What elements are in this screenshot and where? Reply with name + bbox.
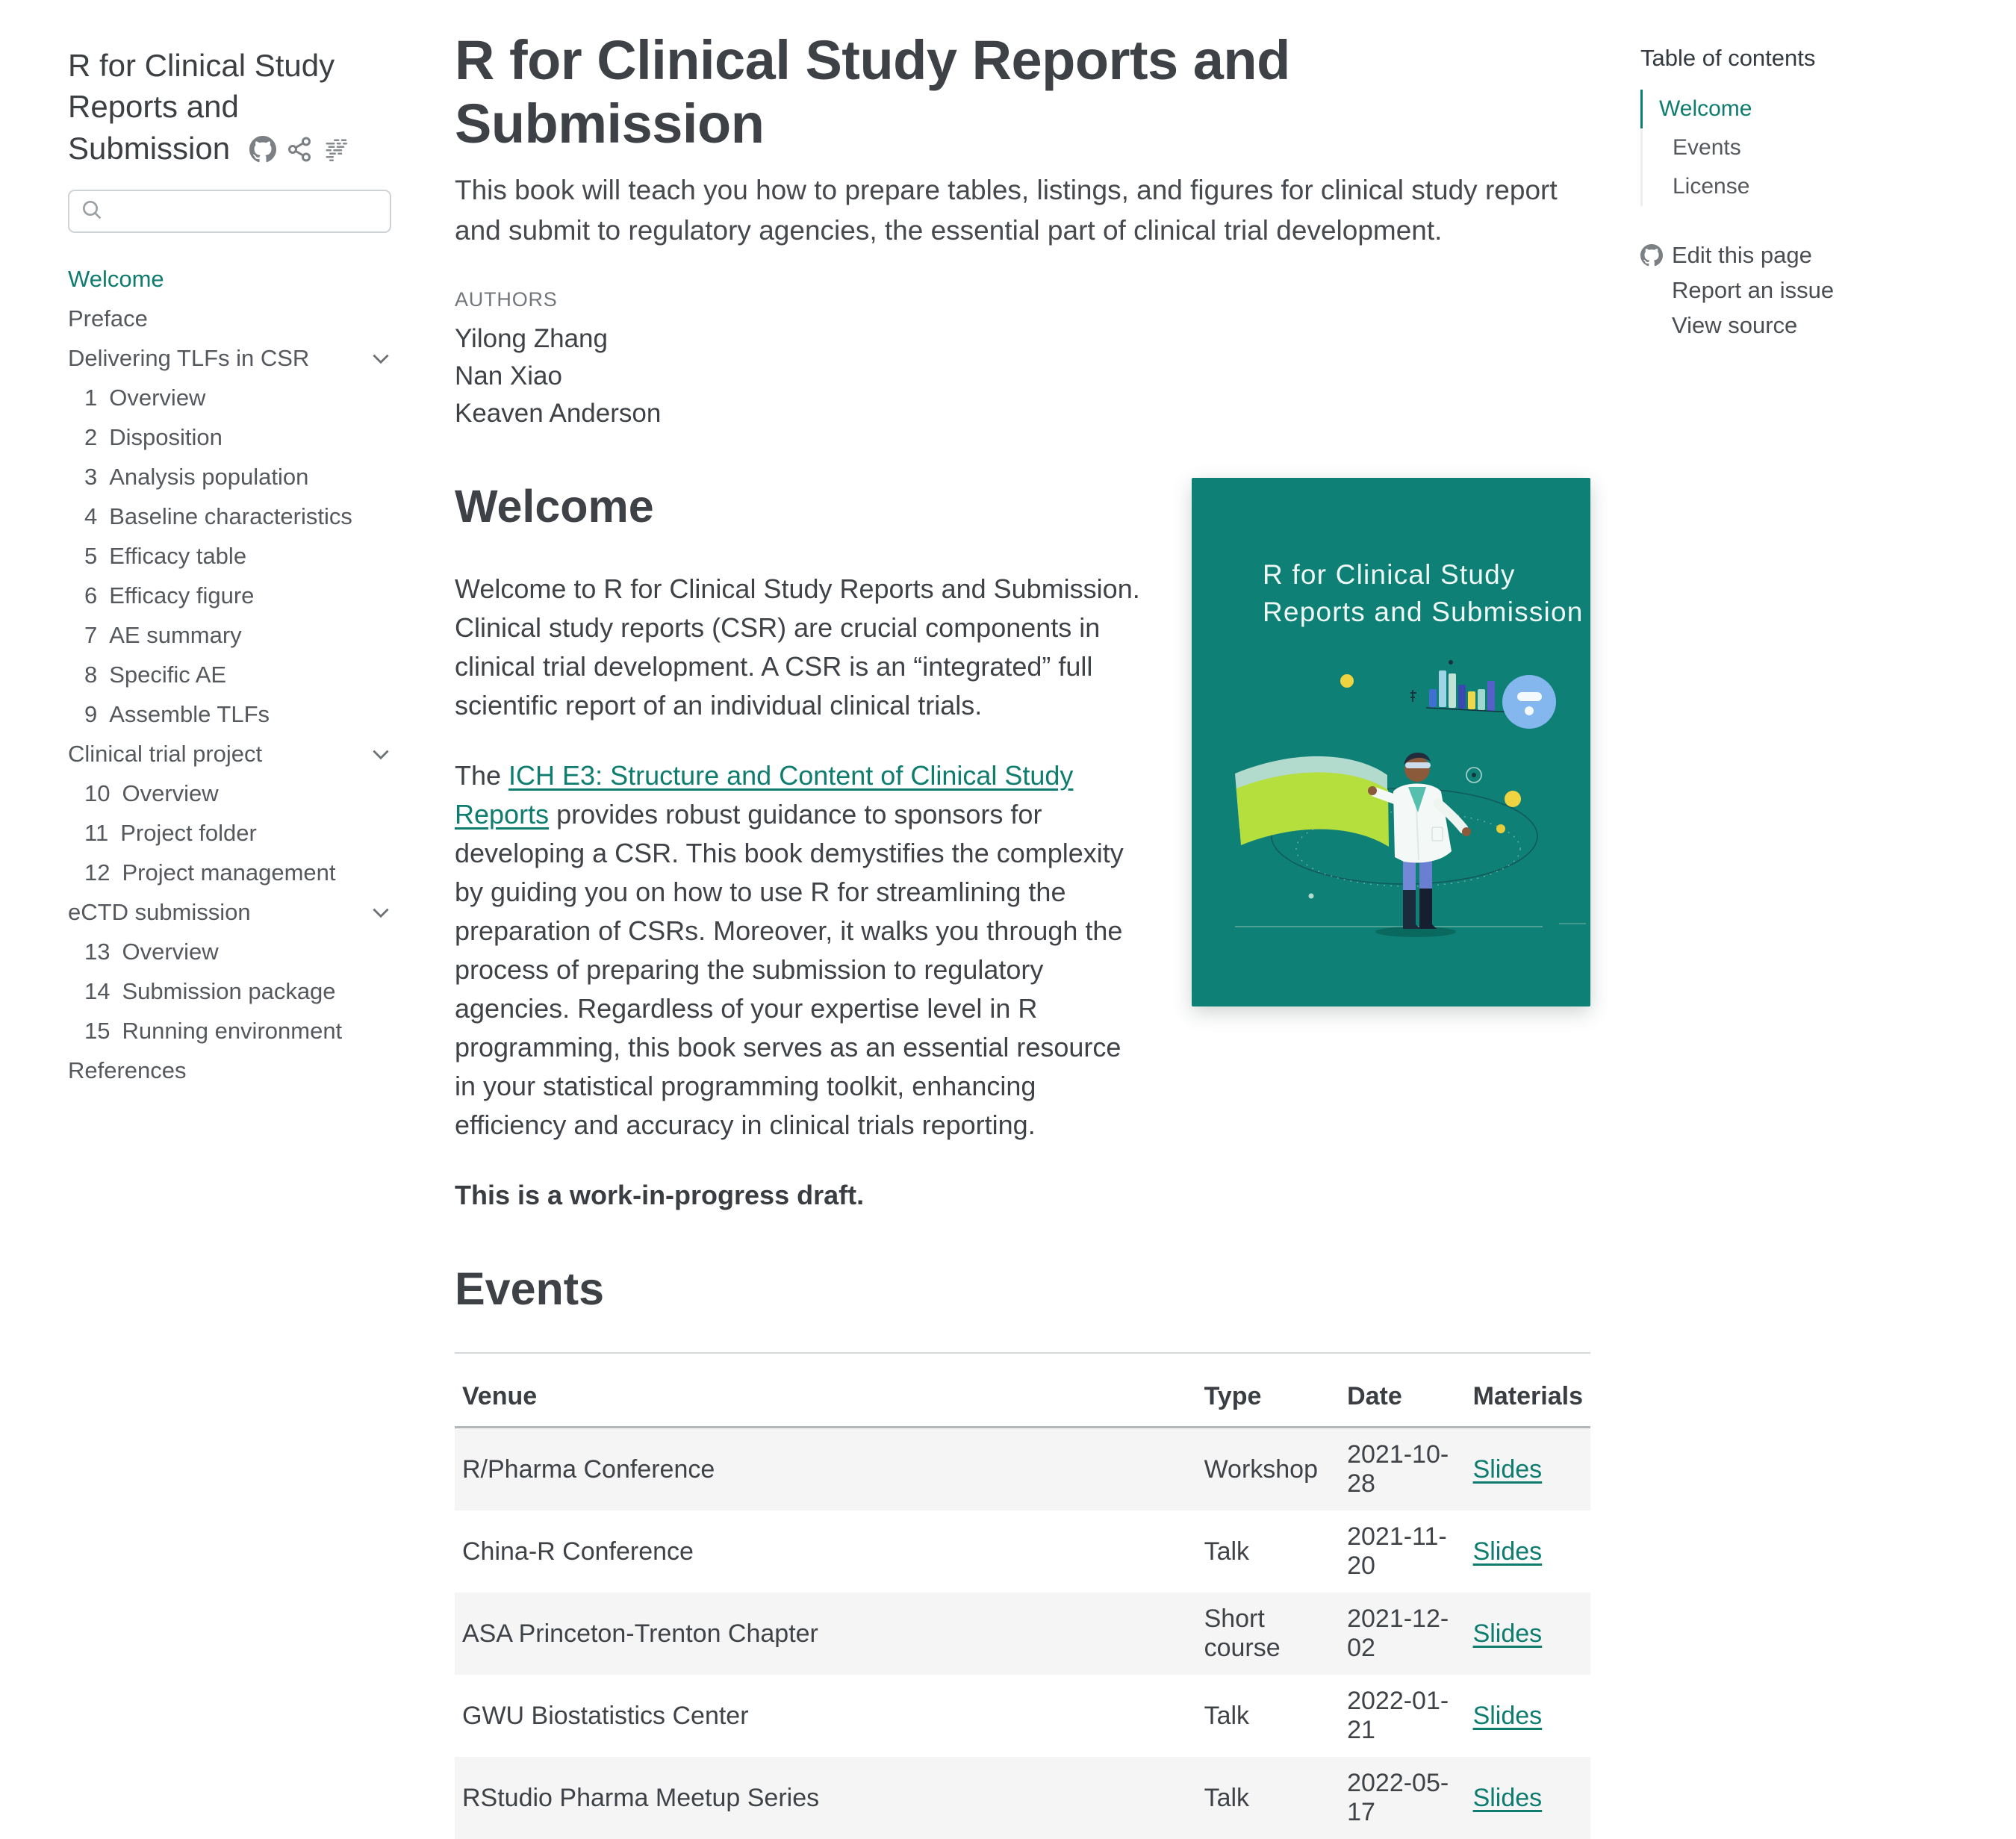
sidebar-item-welcome[interactable]: Welcome bbox=[68, 266, 164, 293]
welcome-heading: Welcome bbox=[455, 481, 654, 532]
sidebar-item-overview-10[interactable]: 10 Overview bbox=[84, 780, 219, 807]
sidebar-item-assemble-tlfs[interactable]: 9 Assemble TLFs bbox=[84, 701, 270, 728]
sidebar-item-references[interactable]: References bbox=[68, 1057, 187, 1084]
sidebar-item-overview-13[interactable]: 13 Overview bbox=[84, 939, 219, 965]
sidebar-item-disposition[interactable]: 2 Disposition bbox=[84, 424, 223, 451]
sidebar-item-preface[interactable]: Preface bbox=[68, 305, 148, 332]
type-cell: Talk bbox=[1204, 1701, 1250, 1730]
slides-link[interactable]: Slides bbox=[1472, 1619, 1543, 1648]
venue-cell: R/Pharma Conference bbox=[462, 1454, 715, 1484]
author-name: Nan Xiao bbox=[455, 361, 562, 390]
sidebar-item-ae-summary[interactable]: 7 AE summary bbox=[84, 622, 242, 649]
sidebar-nav bbox=[68, 267, 391, 1083]
search-box bbox=[68, 190, 391, 233]
book-title-text[interactable]: R for Clinical Study Reports and Submission bbox=[68, 48, 335, 166]
draft-note: This is a work-in-progress draft. bbox=[455, 1180, 865, 1210]
github-icon bbox=[1640, 244, 1663, 267]
ich-e3-link[interactable]: ICH E3: Structure and Content of Clinical Study Reports bbox=[455, 760, 1074, 830]
venue-cell: China-R Conference bbox=[462, 1537, 694, 1566]
sidebar-item-project-folder[interactable]: 11 Project folder bbox=[84, 820, 257, 847]
table-of-contents bbox=[1640, 45, 1887, 349]
chevron-down-icon[interactable] bbox=[370, 350, 391, 367]
sidebar-item-analysis-population[interactable]: 3 Analysis population bbox=[84, 464, 309, 491]
sidebar-item-project-management[interactable]: 12 Project management bbox=[84, 859, 336, 886]
sidebar-section-clinical-trial-project[interactable]: Clinical trial project bbox=[68, 742, 391, 766]
share-icon[interactable] bbox=[286, 136, 313, 163]
sidebar-item-overview-1[interactable]: 1 Overview bbox=[84, 385, 206, 411]
report-an-issue-link[interactable]: Report an issue bbox=[1672, 277, 1835, 303]
slides-link[interactable]: Slides bbox=[1472, 1537, 1543, 1566]
chevron-down-icon[interactable] bbox=[370, 746, 391, 762]
table-row bbox=[455, 1757, 1590, 1839]
author-name: Keaven Anderson bbox=[455, 399, 662, 428]
author-name: Yilong Zhang bbox=[455, 324, 608, 353]
sidebar-item-specific-ae[interactable]: 8 Specific AE bbox=[84, 662, 227, 688]
book-title-sidebar bbox=[68, 45, 391, 169]
date-cell: 2022-01-21 bbox=[1347, 1687, 1449, 1744]
type-cell: Talk bbox=[1204, 1537, 1250, 1566]
events-heading: Events bbox=[455, 1263, 605, 1314]
sidebar-item-running-environment[interactable]: 15 Running environment bbox=[84, 1018, 343, 1045]
col-header-date: Date bbox=[1340, 1353, 1465, 1428]
sidebar bbox=[68, 45, 391, 1098]
sidebar-item-efficacy-figure[interactable]: 6 Efficacy figure bbox=[84, 582, 255, 609]
sidebar-section-ectd-submission[interactable]: eCTD submission bbox=[68, 900, 391, 924]
date-cell: 2021-10-28 bbox=[1347, 1440, 1449, 1498]
search-icon bbox=[80, 198, 104, 225]
page-title: R for Clinical Study Reports and Submission bbox=[455, 29, 1290, 155]
book-cover-image bbox=[1192, 478, 1590, 1006]
sidebar-section-delivering-tlfs[interactable]: Delivering TLFs in CSR bbox=[68, 346, 391, 370]
toc-item-license[interactable]: License bbox=[1673, 174, 1750, 199]
toc-actions bbox=[1640, 243, 1887, 337]
slides-link[interactable]: Slides bbox=[1472, 1454, 1543, 1484]
logo-lines-icon[interactable] bbox=[323, 136, 349, 163]
type-cell: Workshop bbox=[1204, 1454, 1318, 1484]
edit-this-page-link[interactable]: Edit this page bbox=[1640, 243, 1887, 267]
welcome-paragraph-1: Welcome to R for Clinical Study Reports and Submission. Clinical study reports (CSR) are crucial components in clinical trial development. A CSR is an “integrated” full scientific report of an individual clinical trials. bbox=[455, 573, 1140, 721]
date-cell: 2021-11-20 bbox=[1347, 1522, 1447, 1580]
table-row bbox=[455, 1510, 1590, 1593]
sidebar-title-icons bbox=[249, 136, 349, 163]
col-header-materials: Materials bbox=[1466, 1353, 1590, 1428]
col-header-type: Type bbox=[1197, 1353, 1340, 1428]
table-row bbox=[455, 1428, 1590, 1511]
toc-item-events[interactable]: Events bbox=[1673, 135, 1741, 160]
table-row bbox=[455, 1593, 1590, 1675]
type-cell: Talk bbox=[1204, 1783, 1250, 1812]
view-source-link[interactable]: View source bbox=[1672, 312, 1798, 338]
slides-link[interactable]: Slides bbox=[1472, 1701, 1543, 1730]
venue-cell: ASA Princeton-Trenton Chapter bbox=[462, 1619, 818, 1648]
toc-item-welcome[interactable]: Welcome bbox=[1640, 90, 1887, 128]
col-header-venue: Venue bbox=[455, 1353, 1197, 1428]
welcome-text bbox=[455, 570, 1149, 1215]
chevron-down-icon[interactable] bbox=[370, 904, 391, 921]
date-cell: 2022-05-17 bbox=[1347, 1769, 1449, 1826]
sidebar-item-efficacy-table[interactable]: 5 Efficacy table bbox=[84, 543, 247, 570]
events-table bbox=[455, 1352, 1590, 1839]
cover-title-line2: Reports and Submission bbox=[1263, 597, 1584, 627]
toc-heading: Table of contents bbox=[1640, 45, 1816, 71]
sidebar-item-submission-package[interactable]: 14 Submission package bbox=[84, 978, 336, 1005]
venue-cell: GWU Biostatistics Center bbox=[462, 1701, 749, 1730]
sidebar-item-baseline-characteristics[interactable]: 4 Baseline characteristics bbox=[84, 503, 352, 530]
slides-link[interactable]: Slides bbox=[1472, 1783, 1543, 1812]
github-icon[interactable] bbox=[249, 136, 276, 163]
type-cell: Short course bbox=[1204, 1605, 1281, 1662]
toc-list bbox=[1640, 90, 1887, 206]
venue-cell: RStudio Pharma Meetup Series bbox=[462, 1783, 820, 1812]
authors-label: AUTHORS bbox=[455, 288, 558, 311]
table-row bbox=[455, 1675, 1590, 1757]
page-description: This book will teach you how to prepare tables, listings, and figures for clinical study report and submit to regulatory agencies, the essential part of clinical trial development. bbox=[455, 175, 1558, 246]
cover-background bbox=[1192, 478, 1590, 1006]
date-cell: 2021-12-02 bbox=[1347, 1605, 1449, 1662]
welcome-paragraph-2: The ICH E3: Structure and Content of Clinical Study Reports provides robust guidance to sponsors for developing a CSR. This book demystifies the complexity by guiding you on how to use R for streamlining the preparation of CSRs. Moreover, it walks you through the process of preparing the submission to regulatory agencies. Regardless of your expertise level in R programming, this book serves as an essential resource in your statistical programming toolkit, enhancing efficiency and accuracy in clinical trials reporting. bbox=[455, 760, 1124, 1140]
search-input[interactable] bbox=[111, 199, 396, 225]
events-table-header bbox=[455, 1353, 1590, 1428]
cover-title-line1: R for Clinical Study bbox=[1263, 559, 1516, 590]
